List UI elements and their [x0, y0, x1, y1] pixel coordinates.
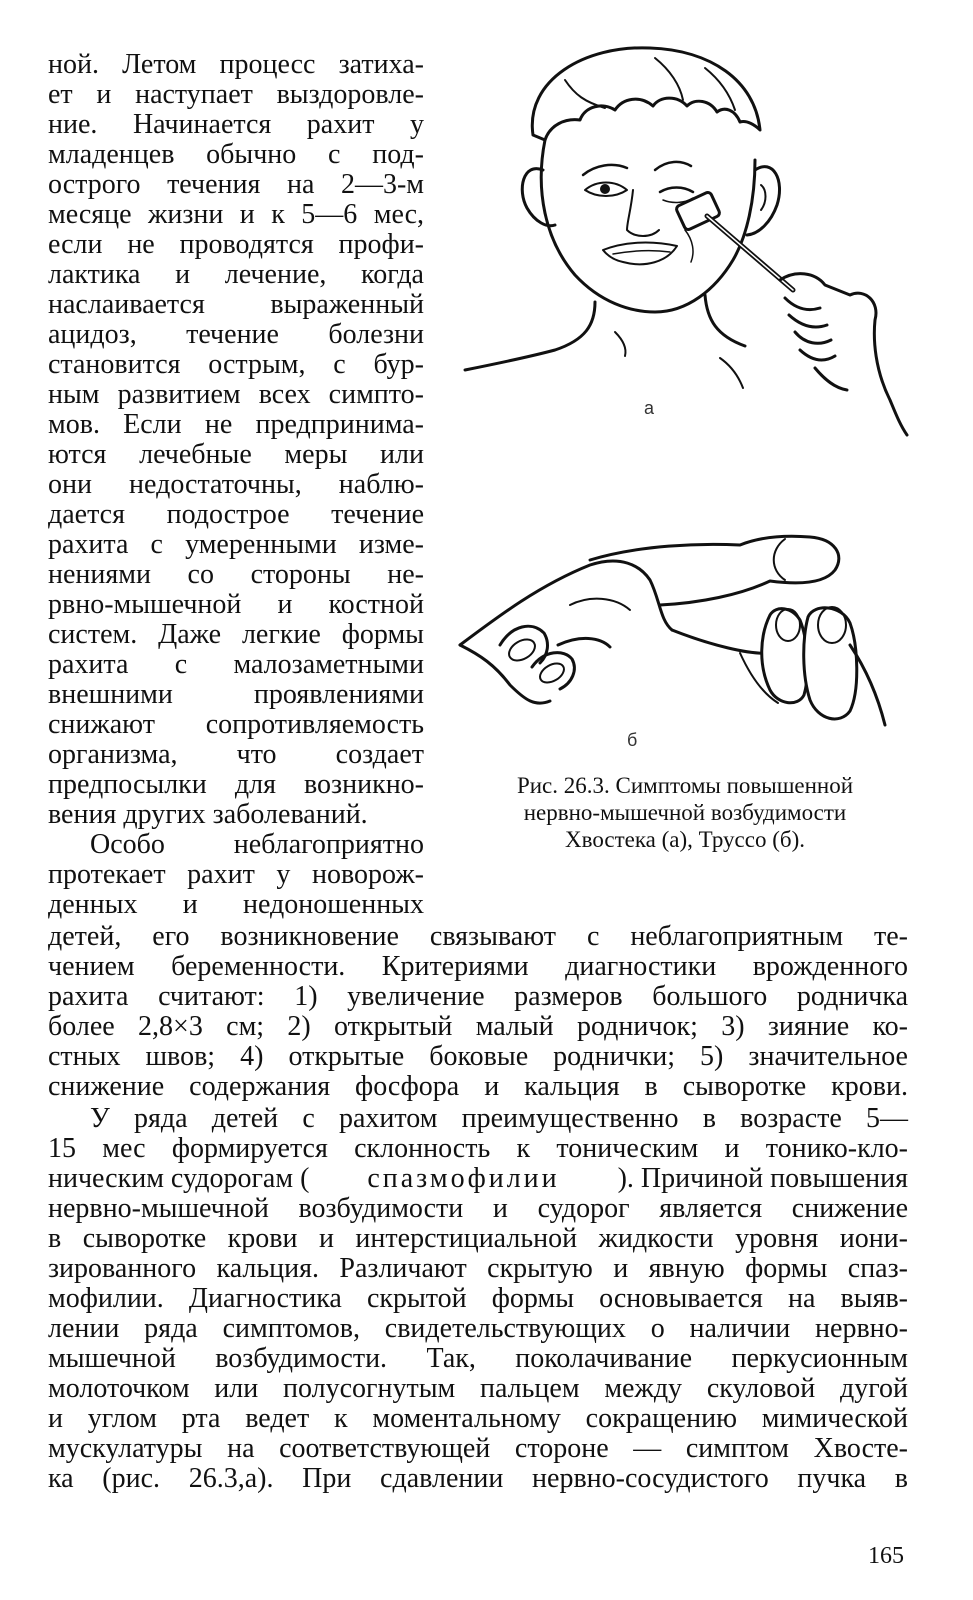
figure-caption-line: Рис. 26.3. Симптомы повышенной — [516, 773, 854, 798]
text-line: систем. Даже легкие формы — [48, 619, 424, 650]
figure-caption-line: Хвостека (а), Труссо (б). — [565, 827, 805, 852]
text-line: младенцев обычно с под- — [48, 139, 424, 170]
text-fragment: ). Причиной повышения — [617, 1163, 908, 1194]
text-line: лении ряда симптомов, свидетельствующих о наличии нервно- — [48, 1313, 908, 1344]
text-line: ным развитием всех симпто- — [48, 379, 424, 410]
text-line: молоточком или полусогнутым пальцем между скуловой дугой — [48, 1373, 908, 1404]
text-line: более 2,8×3 см; 2) открытый малый родничок; 3) зияние ко- — [48, 1011, 908, 1042]
text-line: нервно-мышечной возбудимости и судорог является снижение — [48, 1193, 908, 1224]
text-line: ацидоз, течение болезни — [48, 319, 424, 350]
emphasized-term: спазмофилии — [367, 1163, 560, 1194]
text-line: рахита с малозаметными — [48, 649, 424, 680]
text-line: Особо неблагоприятно — [90, 829, 424, 860]
figure-label-b: б — [627, 730, 638, 750]
text-line: мофилии. Диагностика скрытой формы основывается на выяв- — [48, 1283, 908, 1314]
text-line: месяце жизни и к 5—6 мес, — [48, 199, 424, 230]
chvostek-sign-illustration — [455, 40, 915, 440]
text-line: стных швов; 4) открытые боковые роднички; 5) значительное — [48, 1041, 908, 1072]
text-line: протекает рахит у новорож- — [48, 859, 424, 890]
text-line: зированного кальция. Различают скрытую и явную формы спаз- — [48, 1253, 908, 1284]
text-line: если не проводятся профи- — [48, 229, 424, 260]
text-line: мов. Если не предпринима- — [48, 409, 424, 440]
text-line: ка (рис. 26.3,а). При сдавлении нервно-сосудистого пучка в — [48, 1463, 908, 1494]
figure-label-a: а — [644, 398, 655, 418]
text-line: ние. Начинается рахит у — [48, 109, 424, 140]
text-line: 15 мес формируется склонность к тоническим и тонико-кло- — [48, 1133, 908, 1164]
text-line: рахита считают: 1) увеличение размеров большого родничка — [48, 981, 908, 1012]
text-line: мускулатуры на соответствующей стороне — симптом Хвосте- — [48, 1433, 908, 1464]
text-line: предпосылки для возникно- — [48, 769, 424, 800]
text-line: становится острым, с бур- — [48, 349, 424, 380]
text-line: ной. Летом процесс затиха- — [48, 49, 424, 80]
text-line: острого течения на 2—3-м — [48, 169, 424, 200]
text-line: снижают сопротивляемость — [48, 709, 424, 740]
text-line: денных и недоношенных — [48, 889, 424, 920]
text-line: вения других заболеваний. — [48, 799, 368, 830]
text-line: рвно-мышечной и костной — [48, 589, 424, 620]
text-line: ет и наступает выздоровле- — [48, 79, 424, 110]
text-line: наслаивается выраженный — [48, 289, 424, 320]
text-line: У ряда детей с рахитом преимущественно в возрасте 5— — [90, 1103, 908, 1134]
text-fragment: ническим судорогам ( — [48, 1163, 310, 1194]
text-line: внешними проявлениями — [48, 679, 424, 710]
text-line — [48, 1164, 908, 1194]
text-line: снижение содержания фосфора и кальция в сыворотке крови. — [48, 1071, 908, 1102]
text-line: организма, что создает — [48, 739, 424, 770]
figure-caption-line: нервно-мышечной возбудимости — [523, 800, 847, 825]
trousseau-sign-illustration — [440, 525, 905, 730]
text-line: нениями со стороны не- — [48, 559, 424, 590]
text-line: ются лечебные меры или — [48, 439, 424, 470]
text-line: и углом рта ведет к моментальному сокращению мимической — [48, 1403, 908, 1434]
text-line: детей, его возникновение связывают с неблагоприятным те- — [48, 921, 908, 952]
text-line: в сыворотке крови и интерстициальной жидкости уровня иони- — [48, 1223, 908, 1254]
text-line: мышечной возбудимости. Так, поколачивание перкусионным — [48, 1343, 908, 1374]
text-line: дается подострое течение — [48, 499, 424, 530]
page-number: 165 — [868, 1543, 904, 1569]
text-line: лактика и лечение, когда — [48, 259, 424, 290]
text-line: рахита с умеренными изме- — [48, 529, 424, 560]
text-line: они недостаточны, наблю- — [48, 469, 424, 500]
text-line: чением беременности. Критериями диагностики врожденного — [48, 951, 908, 982]
